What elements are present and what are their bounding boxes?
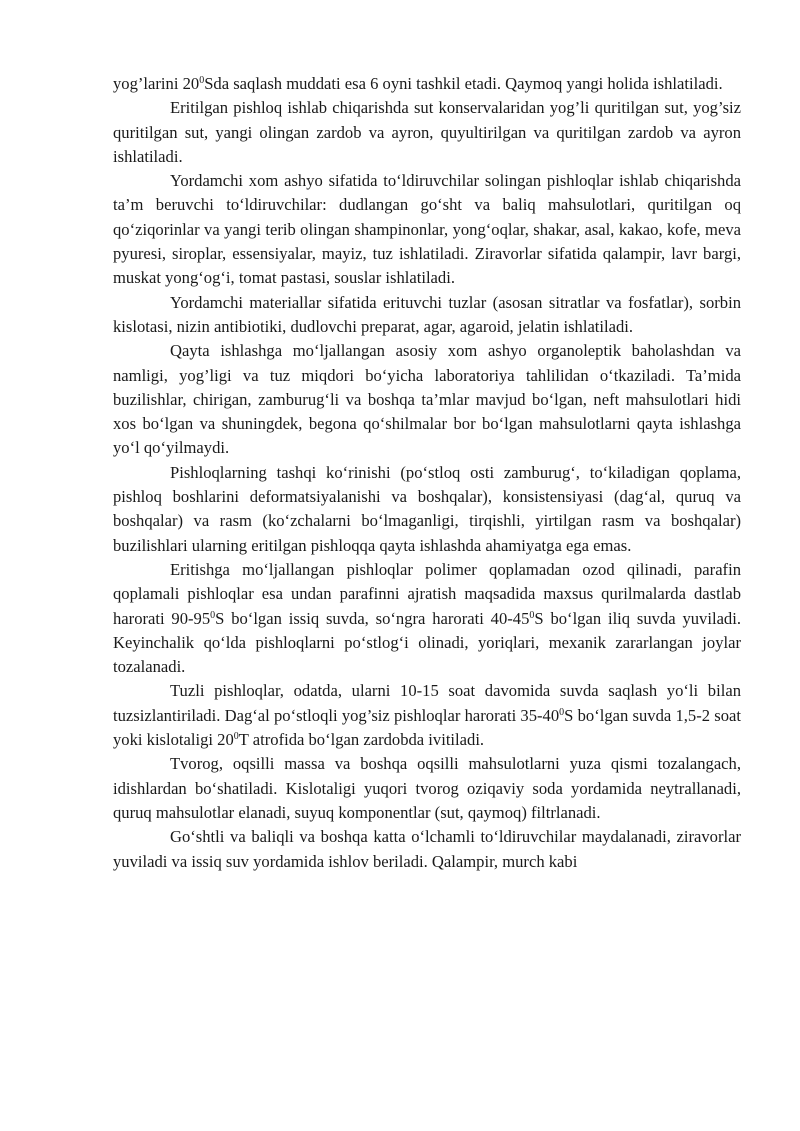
text-run: Tvorog, oqsilli massa va boshqa oqsilli mahsulotlarni yuza qismi tozalangach, idishlardan bo‘shatiladi. Kislotaligi yuqori tvorog oziqaviy soda yordamida neytrallanadi, quruq mahsulotlar elanadi, suyuq komponentlar (sut, qaymoq) filtrlanadi.	[113, 754, 741, 822]
superscript-degree: 0	[199, 75, 205, 86]
paragraph-5	[113, 339, 741, 460]
paragraph-3	[113, 169, 741, 290]
text-run: yog’larini 20	[113, 74, 200, 93]
paragraph-10	[113, 825, 741, 874]
superscript-degree: 0	[559, 706, 565, 718]
document-page	[113, 72, 741, 874]
superscript-degree: 0	[210, 609, 216, 621]
text-run: T atrofida bo‘lgan zardobda ivitiladi.	[238, 730, 485, 750]
paragraph-1	[113, 72, 741, 96]
paragraph-2	[113, 96, 741, 169]
superscript-degree: 0	[529, 609, 535, 621]
text-run: Eritishga mo‘ljallangan pishloqlar polimer qoplamadan ozod qilinadi, parafin qoplamali pishloqlar esa undan parafinni ajratish maqsadida maxsus qurilmalarda dastlab harorati 90-95	[113, 559, 741, 628]
paragraph-9	[113, 752, 741, 825]
superscript-degree: 0	[233, 731, 239, 743]
paragraph-7	[113, 558, 741, 679]
paragraph-4	[113, 291, 741, 340]
text-run: S bo‘lgan suvda 1,5-2 soat yoki kislotaligi 20	[113, 705, 741, 750]
text-run: S bo‘lgan issiq suvda, so‘ngra harorati 40-45	[215, 608, 530, 628]
text-run: Yordamchi materiallar sifatida erituvchi tuzlar (asosan sitratlar va fosfatlar), sorbin kislotasi, nizin antibiotiki, dudlovchi preparat, agar, agaroid, jelatin ishlatiladi.	[113, 292, 741, 336]
text-run: Yordamchi xom ashyo sifatida to‘ldiruvchilar solingan pishloqlar ishlab chiqarishda ta’m beruvchi to‘ldiruvchilar: dudlangan go‘sht va baliq mahsulotlari, quritilgan oq qo‘ziqorinlar va yangi terib olingan shampinonlar, yong‘oqlar, shakar, asal, kakao, kofe, meva pyuresi, siroplar, essensiyalar, mayiz, tuz ishlatiladi. Ziravorlar sifatida qalampir, lavr bargi, muskat yong‘og‘i, tomat pastasi, souslar ishlatiladi.	[113, 171, 741, 288]
text-run: Qayta ishlashga mo‘ljallangan asosiy xom ashyo organoleptik baholashdan va namligi, yog’ligi va tuz miqdori bo‘yicha laboratoriya tahlilidan o‘tkaziladi. Ta’mida buzilishlar, chirigan, zamburug‘li va boshqa ta’mlar mavjud bo‘lgan, neft mahsulotlari hidi xos bo‘lgan va shuningdek, begona qo‘shilmalar bor bo‘lgan mahsulotlarni qayta ishlashga yo‘l qo‘yilmaydi.	[113, 341, 741, 458]
text-run: Go‘shtli va baliqli va boshqa katta o‘lchamli to‘ldiruvchilar maydalanadi, ziravorlar yuviladi va issiq suv yordamida ishlov beriladi. Qalampir, murch kabi	[113, 827, 741, 871]
text-run: S bo‘lgan iliq suvda yuviladi. Keyinchalik qo‘lda pishloqlarni po‘stlog‘i olinadi, yoriqlari, mexanik zararlangan joylar tozalanadi.	[113, 608, 741, 677]
text-run: Eritilgan pishloq ishlab chiqarishda sut konservalaridan yog’li quritilgan sut, yog’siz quritilgan sut, yangi olingan zardob va ayron, quyultirilgan va quritilgan zardob va ayron ishlatiladi.	[113, 98, 741, 166]
text-run: Tuzli pishloqlar, odatda, ularni 10-15 soat davomida suvda saqlash yo‘li bilan tuzsizlantiriladi. Dag‘al po‘stloqli yog’siz pishloqlar harorati 35-40	[113, 681, 741, 725]
text-run: Pishloqlarning tashqi ko‘rinishi (po‘stloq osti zamburug‘, to‘kiladigan qoplama, pishloq boshlarini deformatsiyalanishi va boshqalar), konsistensiyasi (dag‘al, quruq va boshqalar) va rasm (ko‘zchalarni bo‘lmaganligi, tirqishli, yirtilgan rasm va boshqalar) buzilishlari ularning eritilgan pishloqqa qayta ishlashda ahamiyatga ega emas.	[113, 462, 741, 555]
paragraph-6	[113, 461, 741, 558]
paragraph-8	[113, 679, 741, 752]
text-run: Sda saqlash muddati esa 6 oyni tashkil etadi. Qaymoq yangi holida ishlatiladi.	[204, 74, 723, 93]
